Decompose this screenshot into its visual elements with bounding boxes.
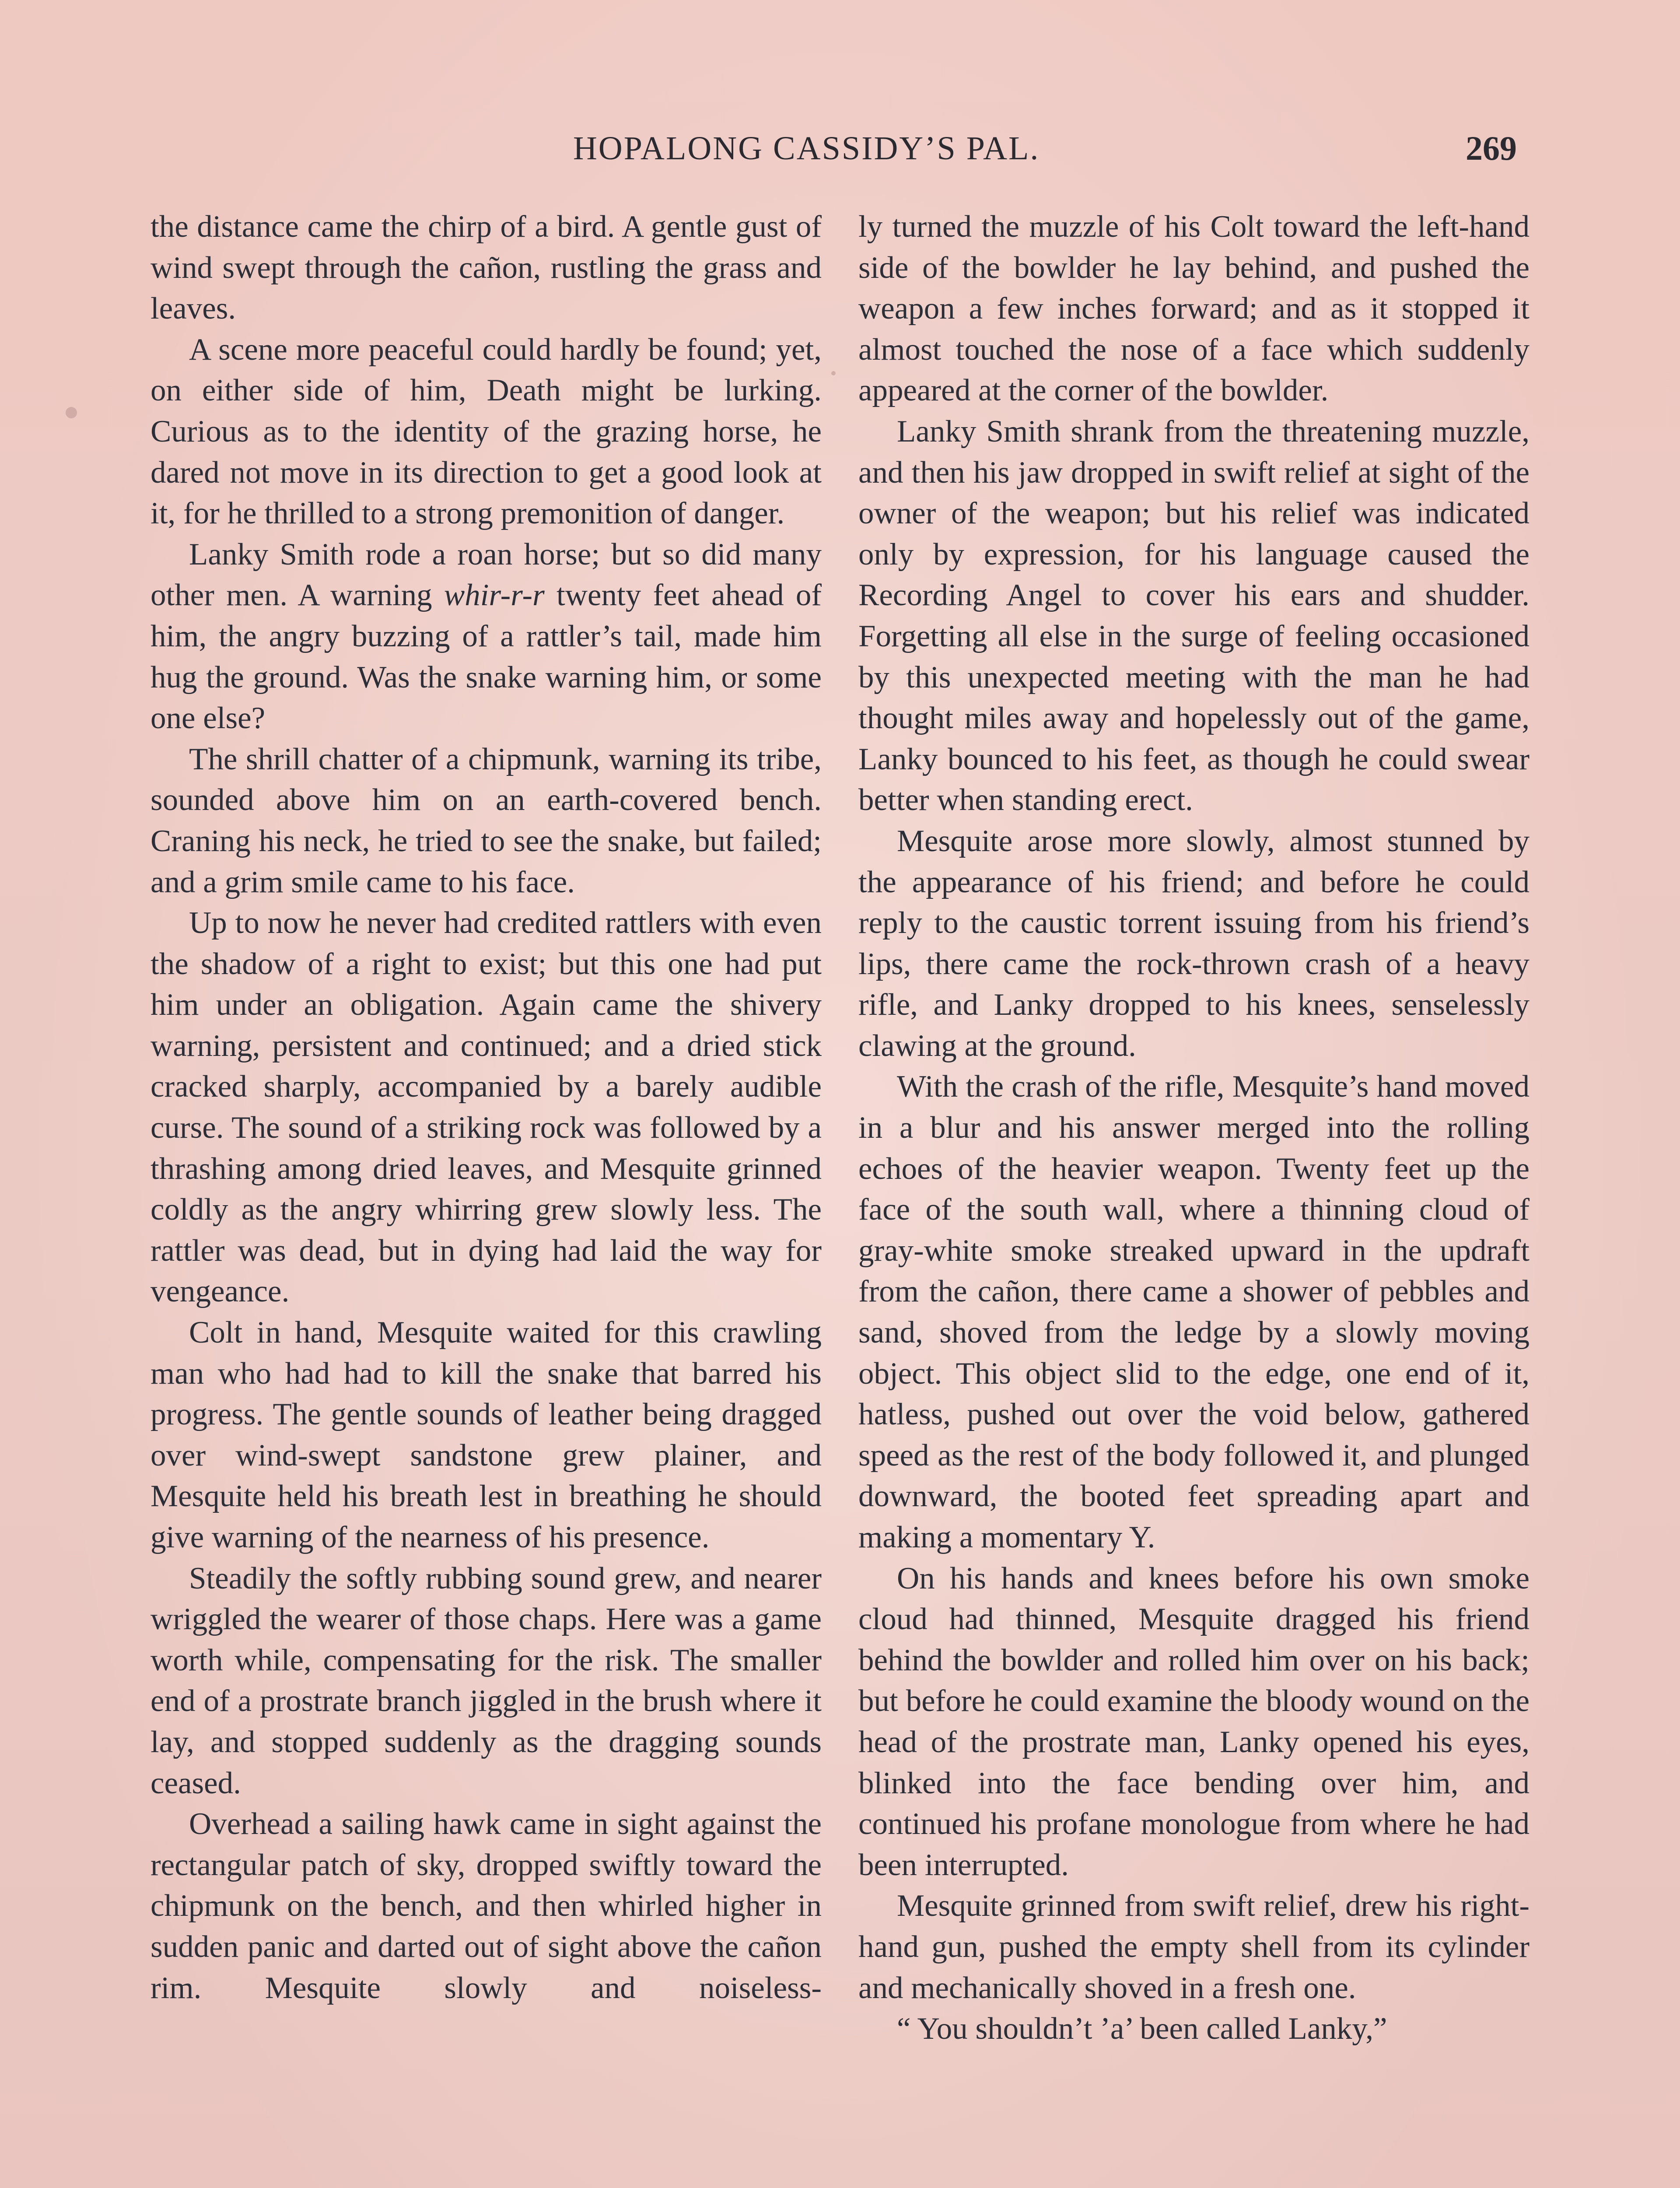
paragraph: Mesquite arose more slowly, almost stunned by the appearance of his friend; and before he could reply to the caustic torrent issuing from his friend’s lips, there came the rock-thrown crash of a heavy rifle, and Lanky dropped to his knees, senselessly clawing at the ground. bbox=[858, 824, 1530, 1063]
paragraph: Up to now he never had credited rattlers with even the shadow of a right to exist; but this one had put him under an obligation. Again came the shivery warning, persistent and continued; and a dried stick cracked sharply, accompanied by a barely audible curse. The sound of a striking rock was followed by a thrashing among dried leaves, and Mesquite grinned coldly as the angry whirring grew slowly less. The rattler was dead, but in dying had laid the way for vengeance. bbox=[150, 906, 822, 1309]
paper-speck bbox=[831, 371, 836, 375]
paragraph-text: twenty feet ahead of him, the angry buzzing of a rattler’s tail, made him hug the ground. Was the snake warning him, or some one else? bbox=[150, 578, 822, 736]
paragraph bbox=[150, 534, 822, 739]
paragraph: Steadily the softly rubbing sound grew, and nearer wriggled the wearer of those chaps. Here was a game worth while, compensating for the risk. The smaller end of a prostrate branch jiggled in the brush where it lay, and stopped suddenly as the dragging sounds ceased. bbox=[150, 1561, 822, 1800]
paragraph: A scene more peaceful could hardly be found; yet, on either side of him, Death might be lurking. Curious as to the identity of the grazing horse, he dared not move in its direction to get a good look at it, for he thrilled to a strong premonition of danger. bbox=[150, 332, 822, 531]
paragraph: ly turned the muzzle of his Colt toward the left-hand side of the bowlder he lay behind, and pushed the weapon a few inches forward; and as it stopped it almost touched the nose of a face which suddenly appeared at the corner of the bowlder. bbox=[858, 210, 1530, 408]
right-column bbox=[858, 207, 1530, 2050]
paragraph: The shrill chatter of a chipmunk, warning its tribe, sounded above him on an earth-covered bench. Craning his neck, he tried to see the snake, but failed; and a grim smile came to his face. bbox=[150, 742, 822, 899]
paragraph: On his hands and knees before his own smoke cloud had thinned, Mesquite dragged his friend behind the bowlder and rolled him over on his back; but before he could examine the bloody wound on the head of the prostrate man, Lanky opened his eyes, blinked into the face bending over him, and continued his profane monologue from where he had been interrupted. bbox=[858, 1561, 1530, 1882]
running-title: HOPALONG CASSIDY’S PAL. bbox=[573, 130, 1040, 167]
left-column bbox=[150, 207, 822, 2009]
paragraph-text: Lanky Smith rode a roan horse; but so did many other men. A warning bbox=[150, 537, 822, 613]
paragraph: With the crash of the rifle, Mesquite’s hand moved in a blur and his answer merged into the rolling echoes of the heavier weapon. Twenty feet up the face of the south wall, where a thinning cloud of gray-white smoke streaked upward in the updraft from the cañon, there came a shower of pebbles and sand, shoved from the ledge by a slowly moving object. This object slid to the edge, one end of it, hatless, pushed out over the void below, gathered speed as the rest of the body followed it, and plunged downward, the booted feet spreading apart and making a momentary Y. bbox=[858, 1069, 1530, 1554]
paragraph: Lanky Smith shrank from the threatening muzzle, and then his jaw dropped in swift relief at sight of the owner of the weapon; but his relief was indicated only by expression, for his language caused the Recording Angel to cover his ears and shudder. Forgetting all else in the surge of feeling occasioned by this unexpected meeting with the man he had thought miles away and hopelessly out of the game, Lanky bounced to his feet, as though he could swear better when standing erect. bbox=[858, 414, 1530, 817]
paragraph: Colt in hand, Mesquite waited for this crawling man who had had to kill the snake that barred his progress. The gentle sounds of leather being dragged over wind-swept sandstone grew plainer, and Mesquite held his breath lest in breathing he should give warning of the nearness of his presence. bbox=[150, 1315, 822, 1554]
paragraph: the distance came the chirp of a bird. A gentle gust of wind swept through the cañon, rustling the grass and leaves. bbox=[150, 210, 822, 326]
italic-sound-word: whir-r-r bbox=[444, 578, 545, 613]
paper-speck bbox=[66, 407, 77, 418]
paragraph: Overhead a sailing hawk came in sight against the rectangular patch of sky, dropped swiftly toward the chipmunk on the bench, and then whirled higher in sudden panic and darted out of sight above the cañon rim. Mesquite slowly and noiseless- bbox=[150, 1807, 822, 2005]
paragraph: Mesquite grinned from swift relief, drew his right-hand gun, pushed the empty shell from its cylinder and mechanically shoved in a fresh one. bbox=[858, 1889, 1530, 2005]
paragraph: “ You shouldn’t ’a’ been called Lanky,” bbox=[897, 2012, 1387, 2046]
page-number: 269 bbox=[1466, 129, 1517, 167]
